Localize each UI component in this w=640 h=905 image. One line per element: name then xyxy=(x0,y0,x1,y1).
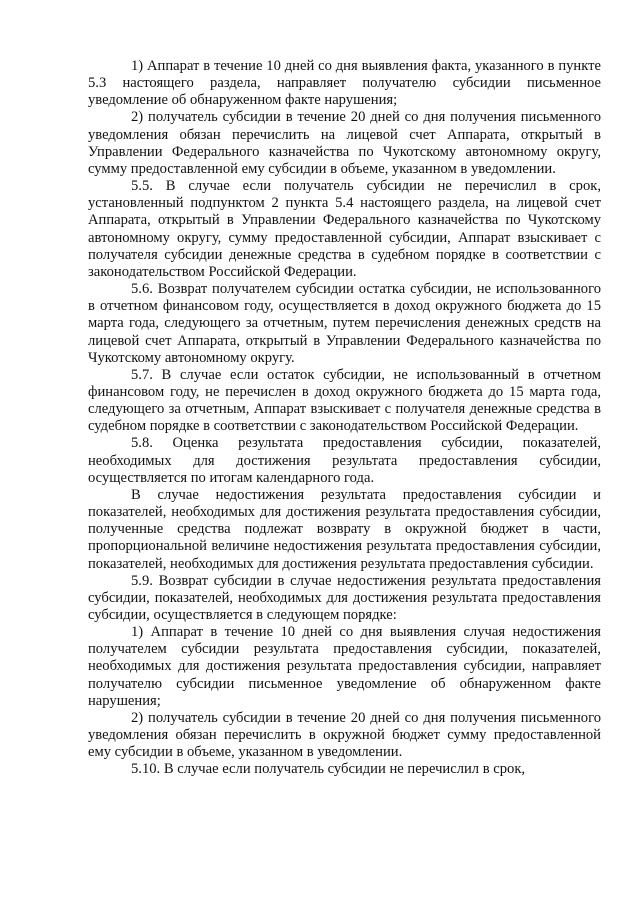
paragraph-5-7: 5.7. В случае если остаток субсидии, не использованный в отчетном финансовом году, не перечислен в доход окружного бюджета до 15 марта года, следующего за отчетным, Аппарат взыскивает с получателя денежные средства в судебном порядке в соответствии с законодательством Российской Федерации. xyxy=(88,366,601,435)
document-body xyxy=(88,58,601,779)
paragraph-5-5: 5.5. В случае если получатель субсидии не перечислил в срок, установленный подпунктом 2 пункта 5.4 настоящего раздела, на лицевой счет Аппарата, открытый в Управлении Федерального казначейства по Чукотскому автономному округу, сумму предоставленной субсидии, Аппарат взыскивает с получателя субсидии денежные средства в судебном порядке в соответствии с законодательством Российской Федерации. xyxy=(88,178,601,280)
paragraph-transfer-to-apparatus: 2) получатель субсидии в течение 20 дней со дня получения письменного уведомления обязан перечислить на лицевой счет Аппарата, открытый в Управлении Федерального казначейства по Чукотскому автономному округу, сумму предоставленной ему субсидии в объеме, указанном в уведомлении. xyxy=(88,109,601,177)
paragraph-transfer-to-budget: 2) получатель субсидии в течение 20 дней со дня получения письменного уведомления обязан перечислить в окружной бюджет сумму предоставленной ему субсидии в объеме, указанном в уведомлении. xyxy=(88,709,601,761)
paragraph-non-achievement-refund: В случае недостижения результата предоставления субсидии и показателей, необходимых для достижения результата предоставления субсидии, полученные средства подлежат возврату в окружной бюджет в части, пропорциональной величине недостижения результата предоставления субсидии, показателей, необходимых для достижения результата предоставления субсидии. xyxy=(88,486,601,572)
paragraph-notice-non-achievement: 1) Аппарат в течение 10 дней со дня выявления случая недостижения получателем субсидии результата предоставления субсидии, показателей, необходимых для достижения результата предоставления субсидии, направляет получателю субсидии письменное уведомление об обнаруженном факте нарушения; xyxy=(88,624,601,709)
paragraph-5-6: 5.6. Возврат получателем субсидии остатка субсидии, не использованного в отчетном финансовом году, осуществляется в доход окружного бюджета до 15 марта года, следующего за отчетным, путем перечисления денежных средств на лицевой счет Аппарата, открытый в Управлении Федерального казначейства по Чукотскому автономному округу. xyxy=(88,281,601,366)
paragraph-5-10: 5.10. В случае если получатель субсидии не перечислил в срок, xyxy=(131,761,526,778)
paragraph-5-9: 5.9. Возврат субсидии в случае недостижения результата предоставления субсидии, показателей, необходимых для достижения результата предоставления субсидии, осуществляется в следующем порядке: xyxy=(88,572,601,623)
paragraph-5-8: 5.8. Оценка результата предоставления субсидии, показателей, необходимых для достижения результата предоставления субсидии, осуществляется по итогам календарного года. xyxy=(88,435,601,486)
paragraph-notice-fact-violation: 1) Аппарат в течение 10 дней со дня выявления факта, указанного в пункте 5.3 настоящего раздела, направляет получателю субсидии письменное уведомление об обнаруженном факте нарушения; xyxy=(88,58,601,109)
